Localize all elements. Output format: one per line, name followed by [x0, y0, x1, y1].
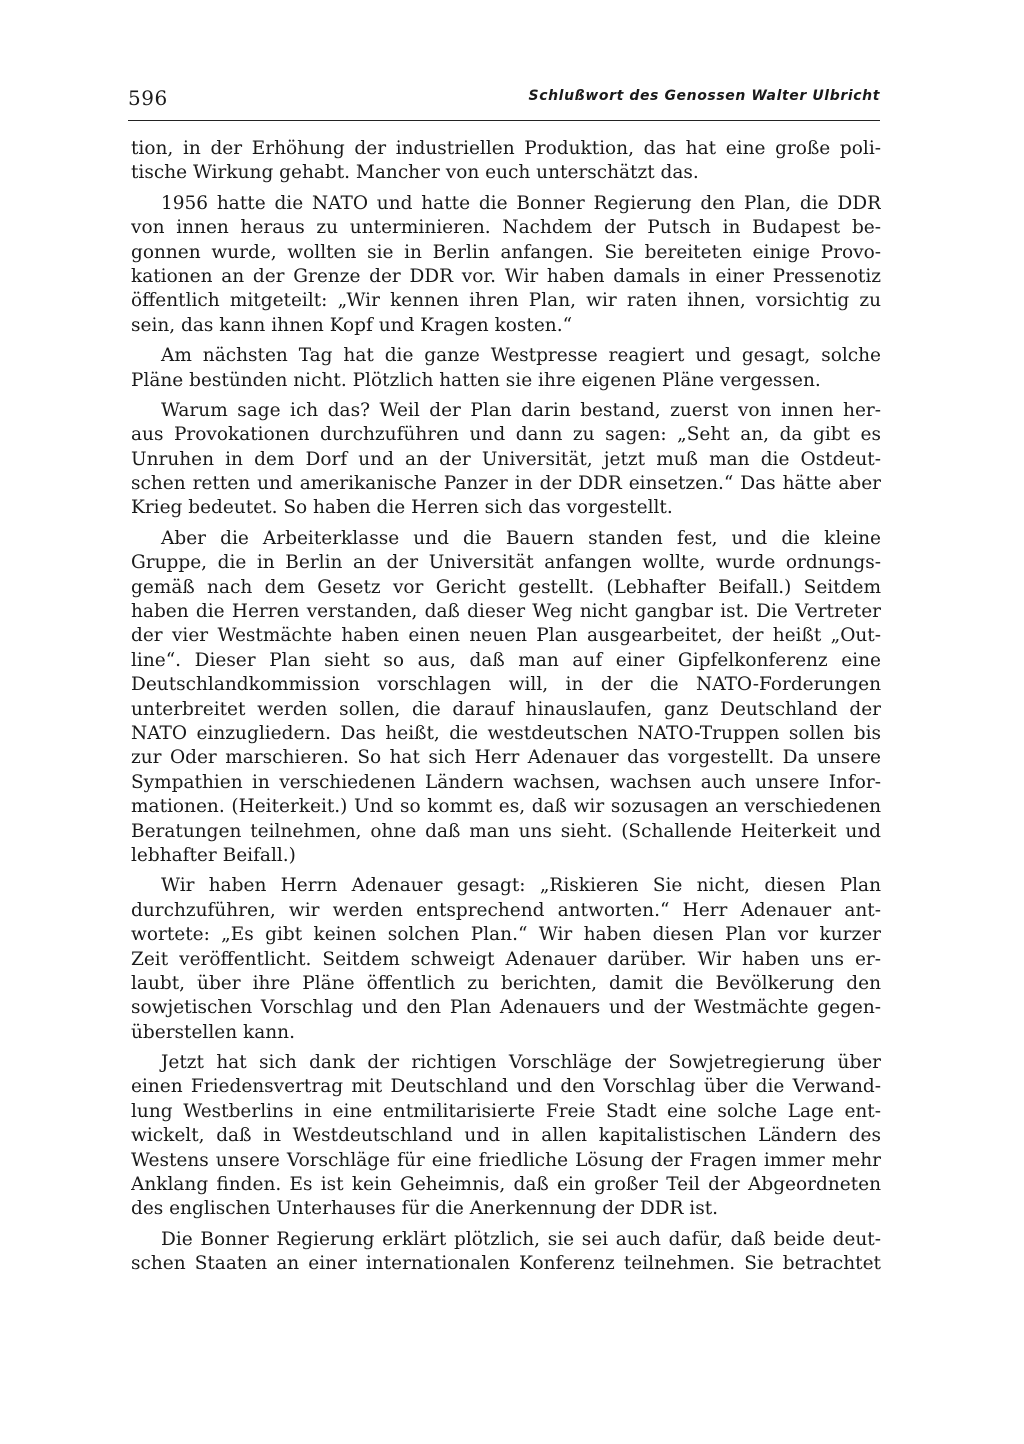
- page-header: [128, 86, 880, 116]
- text-line: lung Westberlins in eine entmilitarisierte Freie Stadt eine solche Lage ent-: [131, 1100, 881, 1122]
- text-line: haben die Herren verstanden, daß dieser Weg nicht gangbar ist. Die Vertreter: [131, 601, 881, 623]
- text-line: aus Provokationen durchzuführen und dann zu sagen: „Seht an, da gibt es: [131, 424, 881, 446]
- text-line: Die Bonner Regierung erklärt plötzlich, sie sei auch dafür, daß beide deut-: [161, 1228, 881, 1250]
- header-rule: [128, 120, 880, 121]
- text-line: kationen an der Grenze der DDR vor. Wir haben damals in einer Pressenotiz: [131, 265, 881, 287]
- text-line: gemäß nach dem Gesetz vor Gericht gestellt. (Lebhafter Beifall.) Seitdem: [131, 576, 881, 598]
- text-line: von innen heraus zu unterminieren. Nachdem der Putsch in Budapest be-: [131, 217, 881, 239]
- text-line: NATO einzugliedern. Das heißt, die westdeutschen NATO-Truppen sollen bis: [131, 722, 881, 744]
- text-line: tion, in der Erhöhung der industriellen Produktion, das hat eine große poli-: [131, 138, 881, 159]
- text-line: sowjetischen Vorschlag und den Plan Adenauers und der Westmächte gegen-: [131, 997, 881, 1019]
- text-line: 1956 hatte die NATO und hatte die Bonner Regierung den Plan, die DDR: [161, 192, 881, 214]
- text-line: des englischen Unterhauses für die Anerkennung der DDR ist.: [131, 1198, 719, 1220]
- text-line: Jetzt hat sich dank der richtigen Vorschläge der Sowjetregierung über: [161, 1052, 881, 1074]
- page-number: 596: [128, 86, 168, 110]
- text-line: überstellen kann.: [131, 1021, 295, 1043]
- text-line: tische Wirkung gehabt. Mancher von euch unterschätzt das.: [131, 162, 699, 184]
- text-line: Am nächsten Tag hat die ganze Westpresse reagiert und gesagt, solche: [161, 345, 881, 367]
- text-line: Beratungen teilnehmen, ohne daß man uns sieht. (Schallende Heiterkeit und: [131, 820, 881, 842]
- text-line: schen retten und amerikanische Panzer in der DDR einsetzen.“ Das hätte aber: [131, 473, 881, 495]
- text-line: laubt, über ihre Pläne öffentlich zu berichten, damit die Bevölkerung den: [131, 972, 881, 994]
- text-line: Krieg bedeutet. So haben die Herren sich das vorgestellt.: [131, 497, 673, 519]
- text-line: Unruhen in dem Dorf und an der Universität, jetzt muß man die Ostdeut-: [131, 448, 881, 470]
- text-line: wickelt, daß in Westdeutschland und in allen kapitalistischen Ländern des: [131, 1125, 881, 1147]
- text-line: Wir haben Herrn Adenauer gesagt: „Riskieren Sie nicht, diesen Plan: [161, 875, 881, 897]
- text-line: schen Staaten an einer internationalen Konferenz teilnehmen. Sie betrachtet: [131, 1253, 881, 1275]
- text-line: wortete: „Es gibt keinen solchen Plan.“ Wir haben diesen Plan vor kurzer: [131, 924, 881, 946]
- text-line: Anklang finden. Es ist kein Geheimnis, daß ein großer Teil der Abgeordneten: [131, 1174, 881, 1196]
- text-line: Pläne bestünden nicht. Plötzlich hatten sie ihre eigenen Pläne vergessen.: [131, 369, 821, 391]
- text-line: mationen. (Heiterkeit.) Und so kommt es, daß wir sozusagen an verschiedenen: [131, 796, 881, 818]
- text-line: Zeit veröffentlicht. Seitdem schweigt Adenauer darüber. Wir haben uns er-: [131, 948, 881, 970]
- text-line: durchzuführen, wir werden entsprechend antworten.“ Herr Adenauer ant-: [131, 899, 881, 921]
- text-line: Gruppe, die in Berlin an der Universität anfangen wollte, wurde ordnungs-: [131, 552, 881, 574]
- text-line: unterbreitet werden sollen, die darauf hinauslaufen, ganz Deutschland der: [131, 698, 881, 720]
- text-line: öffentlich mitgeteilt: „Wir kennen ihren Plan, wir raten ihnen, vorsichtig zu: [131, 290, 881, 312]
- text-line: Aber die Arbeiterklasse und die Bauern standen fest, und die kleine: [161, 527, 881, 549]
- text-line: einen Friedensvertrag mit Deutschland und den Vorschlag über die Verwand-: [131, 1076, 881, 1098]
- text-line: line“. Dieser Plan sieht so aus, daß man auf einer Gipfelkonferenz eine: [131, 649, 881, 671]
- text-line: lebhafter Beifall.): [131, 844, 296, 866]
- text-line: Westens unsere Vorschläge für eine friedliche Lösung der Fragen immer mehr: [131, 1149, 881, 1171]
- text-line: gonnen wurde, wollten sie in Berlin anfangen. Sie bereiteten einige Provo-: [131, 241, 881, 263]
- body-text: [131, 137, 881, 1277]
- text-line: sein, das kann ihnen Kopf und Kragen kosten.“: [131, 314, 573, 336]
- running-head: Schlußwort des Genossen Walter Ulbricht: [528, 88, 880, 104]
- text-line: Warum sage ich das? Weil der Plan darin bestand, zuerst von innen her-: [161, 399, 881, 421]
- text-line: zur Oder marschieren. So hat sich Herr Adenauer das vorgestellt. Da unsere: [131, 747, 881, 769]
- text-line: Deutschlandkommission vorschlagen will, in der die NATO-Forderungen: [131, 674, 881, 696]
- text-line: Sympathien in verschiedenen Ländern wachsen, wachsen auch unsere Infor-: [131, 771, 881, 793]
- text-line: der vier Westmächte haben einen neuen Plan ausgearbeitet, der heißt „Out-: [131, 625, 881, 647]
